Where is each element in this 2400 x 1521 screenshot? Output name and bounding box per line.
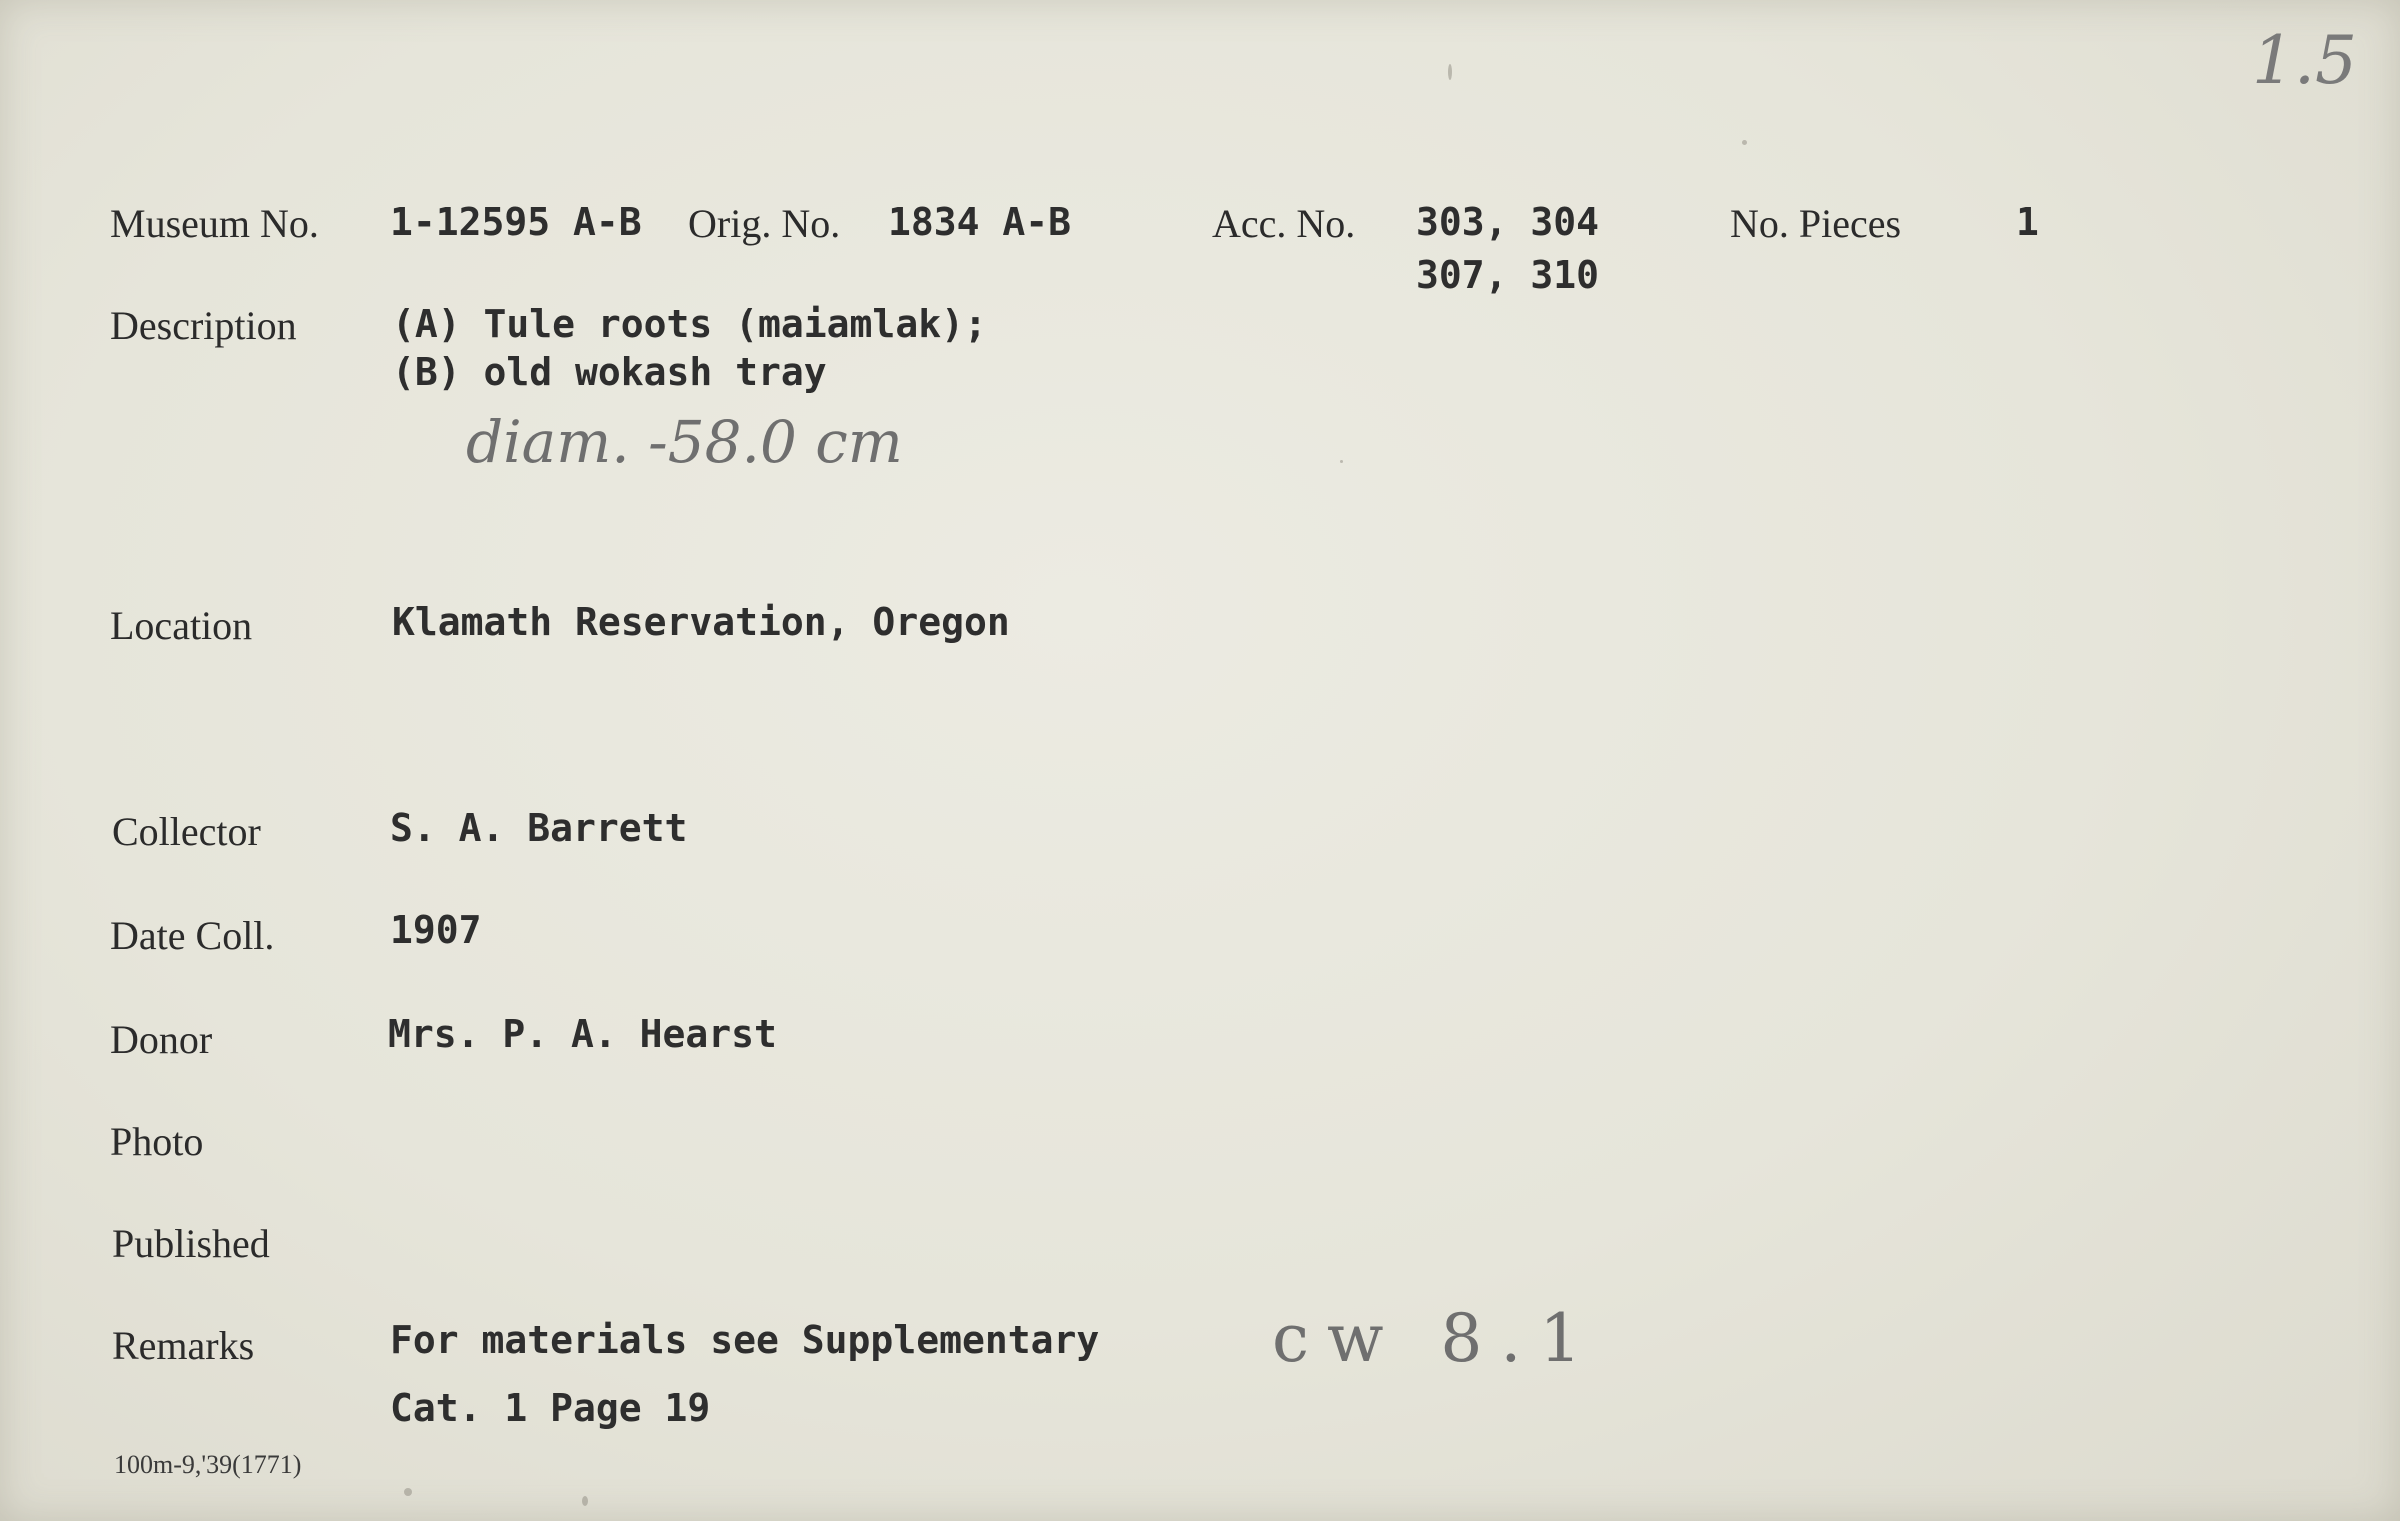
location-value: Klamath Reservation, Oregon	[392, 600, 1010, 644]
collector-label: Collector	[112, 809, 261, 854]
donor-label: Donor	[110, 1017, 213, 1062]
orig-no-value: 1834 A-B	[888, 200, 1072, 244]
remarks-line2: Cat. 1 Page 19	[390, 1386, 711, 1430]
date-coll-value: 1907	[390, 908, 482, 952]
print-code: 100m-9,'39(1771)	[114, 1450, 302, 1479]
paper-speck	[404, 1488, 412, 1496]
location-label: Location	[110, 603, 253, 648]
remarks-line1: For materials see Supplementary	[390, 1318, 1100, 1362]
date-coll-label: Date Coll.	[110, 913, 275, 958]
no-pieces-label: No. Pieces	[1730, 201, 1902, 246]
description-line1: (A) Tule roots (maiamlak);	[392, 302, 987, 346]
published-label: Published	[112, 1221, 270, 1266]
corner-note: 1.5	[2252, 22, 2357, 99]
collector-value: S. A. Barrett	[390, 806, 688, 850]
paper-speck	[1340, 460, 1343, 463]
museum-no-label: Museum No.	[110, 201, 319, 246]
description-line2: (B) old wokash tray	[392, 350, 827, 394]
museum-no-value: 1-12595 A-B	[390, 200, 642, 244]
description-label: Description	[110, 303, 297, 348]
acc-no-value-line1: 303, 304	[1416, 200, 1600, 244]
description-handwritten-note: diam. -58.0 cm	[466, 408, 903, 476]
orig-no-label: Orig. No.	[688, 201, 841, 246]
acc-no-label: Acc. No.	[1212, 201, 1356, 246]
paper-speck	[1742, 140, 1747, 145]
acc-no-value-line2: 307, 310	[1416, 253, 1600, 297]
photo-label: Photo	[110, 1119, 204, 1164]
remarks-label: Remarks	[112, 1323, 255, 1368]
donor-value: Mrs. P. A. Hearst	[388, 1012, 777, 1056]
paper-speck	[582, 1496, 588, 1506]
no-pieces-value: 1	[2016, 200, 2039, 244]
remarks-handwritten-note: cw 8.1	[1272, 1300, 1600, 1377]
paper-speck	[1448, 64, 1452, 80]
